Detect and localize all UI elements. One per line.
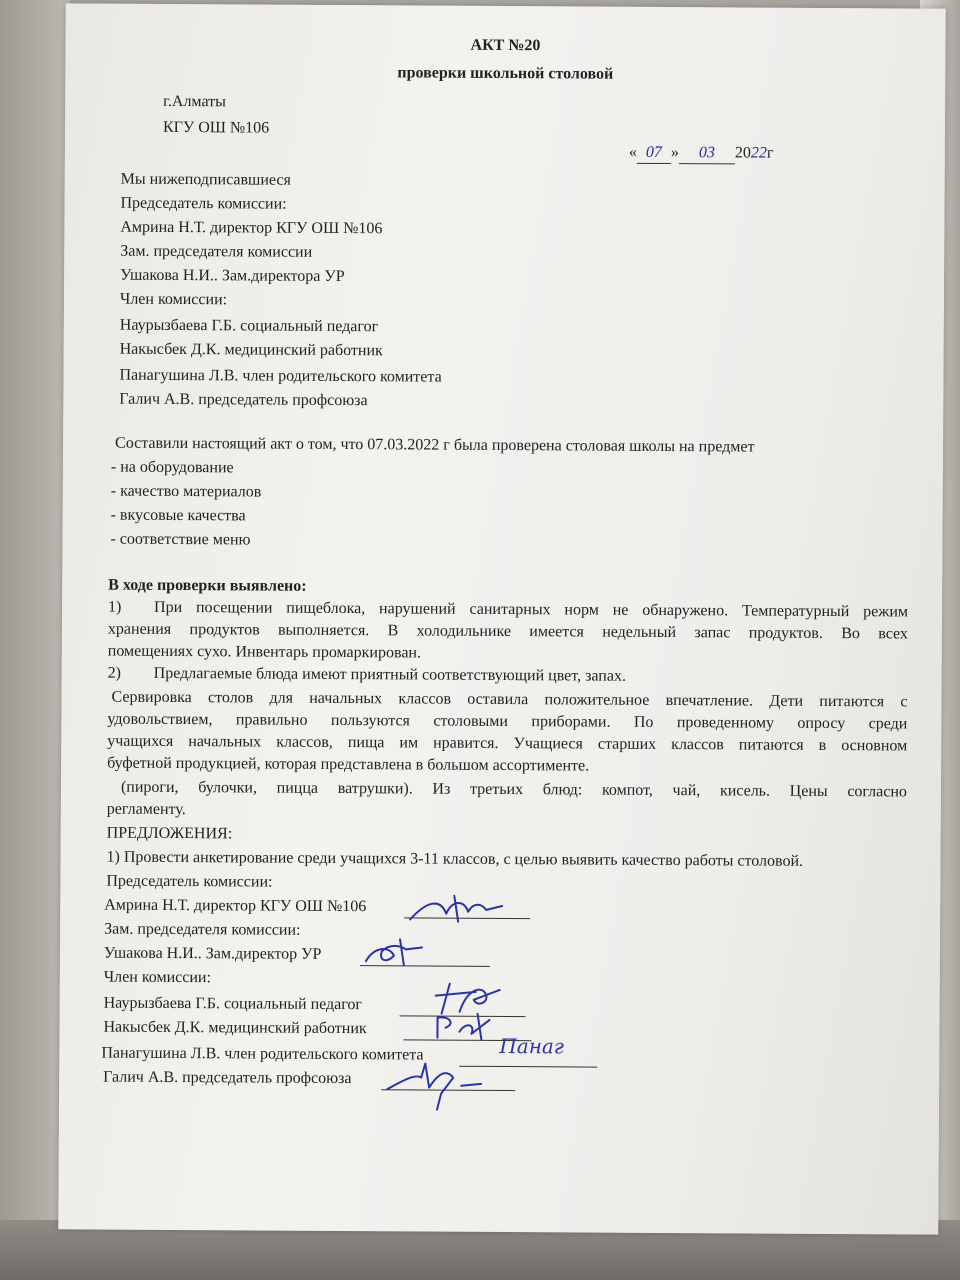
signature-chair (406, 891, 526, 928)
findings-p3-line: буфетной продукцией, которая представлена в большом ассортименте. (107, 754, 590, 775)
signature-member4 (381, 1053, 501, 1114)
intro-deputy-label: Зам. председателя комиссии (120, 242, 313, 261)
intro-member: Галич А.В. председатель профсоюза (119, 390, 368, 410)
sign-member-label: Член комиссии: (103, 968, 212, 987)
intro-chair-label: Председатель комиссии: (120, 194, 287, 213)
date-open-quote: « (628, 143, 637, 161)
city: г.Алматы (163, 92, 226, 111)
intro-deputy: Ушакова Н.И.. Зам.директора УР (120, 266, 345, 286)
sign-deputy: Ушакова Н.И.. Зам.директор УР (103, 944, 322, 963)
intro-member: Наурызбаева Г.Б. социальный педагог (119, 316, 379, 336)
signature-deputy (360, 935, 440, 969)
sign-member: Галич А.В. председатель профсоюза (103, 1068, 352, 1088)
sign-chair: Амрина Н.Т. директор КГУ ОШ №106 (104, 896, 367, 916)
proposals-heading: ПРЕДЛОЖЕНИЯ: (106, 824, 233, 843)
date-month: 03 (679, 143, 735, 164)
intro-chair: Амрина Н.Т. директор КГУ ОШ №106 (120, 218, 383, 238)
document-page (58, 3, 945, 1234)
sign-chair-label: Председатель комиссии: (106, 872, 273, 891)
findings-p1-number: 1) (108, 598, 122, 616)
findings-p4-line: регламенту. (106, 800, 186, 819)
document-subtitle: проверки школьной столовой (397, 64, 614, 83)
statement-text: Составили настоящий акт о том, что 07.03.2022 г была проверена столовая школы на предмет (115, 434, 755, 456)
document-date (629, 143, 774, 165)
organization: КГУ ОШ №106 (162, 118, 270, 137)
date-year-prefix: 20 (734, 144, 751, 162)
findings-heading: В ходе проверки выявлено: (108, 576, 307, 595)
intro-member-label: Член комиссии: (119, 290, 228, 309)
intro-lead: Мы нижеподписавшиеся (120, 170, 291, 189)
findings-p3-line: удовольствием, правильно пользуются столовыми приборами. По проведенному опросу среди (107, 710, 908, 733)
statement-item: - соответствие меню (110, 530, 251, 549)
intro-member: Панагушина Л.В. член родительского комитета (119, 366, 442, 386)
findings-p1-line: помещениях сухо. Инвентарь промаркирован. (107, 642, 422, 662)
proposal-item: 1) Провести анкетирование среди учащихся 3-11 классов, с целью выявить качество работы столовой. (106, 848, 804, 870)
statement-item: - на оборудование (110, 458, 234, 477)
date-year-unit: г (766, 144, 774, 162)
findings-p4-line: (пироги, булочки, пицца ватрушки). Из третьих блюд: компот, чай, кисель. Цены согласно (120, 778, 908, 801)
date-year-suffix: 22 (750, 144, 767, 162)
date-close-quote: » (670, 144, 679, 162)
findings-p1-line: При посещении пищеблока, нарушений санитарных норм не обнаружено. Температурный режим (154, 598, 909, 621)
sign-member: Наурызбаева Г.Б. социальный педагог (103, 994, 363, 1014)
findings-p2-number: 2) (107, 664, 122, 682)
signature-member3: Панаг (499, 1033, 565, 1059)
findings-p3-line: учащихся начальных классов, пища им нравится. Учащиеся старших классов питаются в основном (107, 732, 908, 755)
statement-item: - вкусовые качества (110, 506, 246, 525)
sign-member: Накысбек Д.К. медицинский работник (103, 1018, 367, 1038)
findings-p1-line: хранения продуктов выполняется. В холодильнике имеется недельный запас продуктов. Во всех (107, 620, 908, 643)
date-day: 07 (637, 143, 671, 164)
sign-member: Панагушина Л.В. член родительского комитета (101, 1044, 424, 1064)
sign-deputy-label: Зам. председателя комиссии: (104, 920, 301, 939)
document-title: АКТ №20 (470, 36, 541, 55)
signature-member2 (429, 1010, 509, 1044)
statement-item: - качество материалов (110, 482, 262, 501)
findings-p2-line: Предлагаемые блюда имеют приятный соответствующий цвет, запах. (153, 664, 627, 685)
intro-member: Накысбек Д.К. медицинский работник (119, 340, 383, 360)
findings-p3-line: Сервировка столов для начальных классов оставила положительное впечатление. Дети питаются с (111, 688, 908, 711)
